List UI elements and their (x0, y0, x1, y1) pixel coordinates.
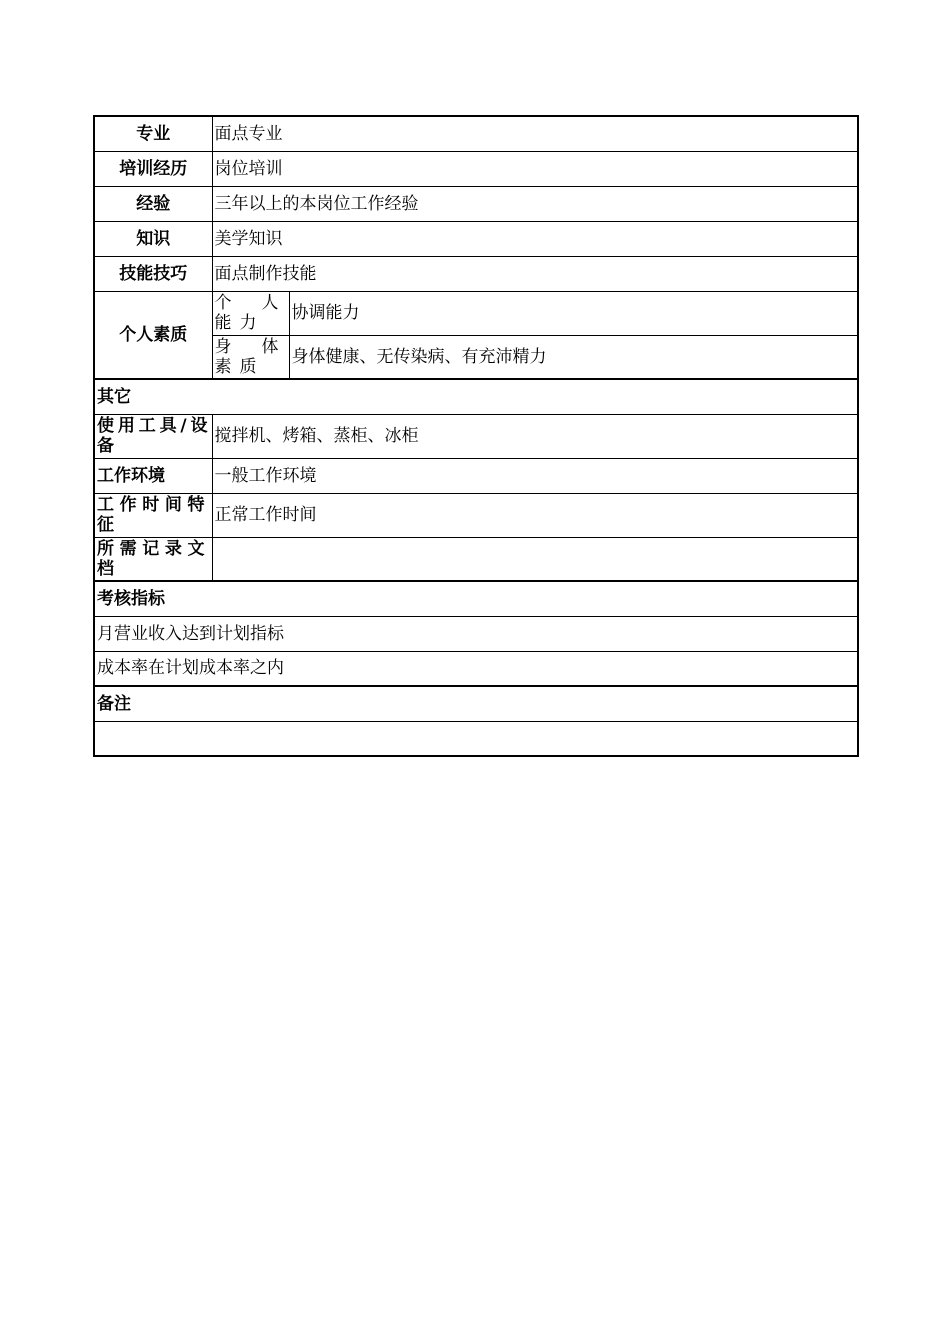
knowledge-row (94, 221, 858, 256)
other-section-row (94, 379, 858, 414)
worktime-value: 正常工作时间 (212, 493, 858, 537)
ability-value: 协调能力 (289, 291, 858, 335)
experience-label: 经验 (94, 186, 212, 221)
training-value: 岗位培训 (212, 151, 858, 186)
job-description-table (93, 115, 859, 757)
skills-label: 技能技巧 (94, 256, 212, 291)
tools-label: 使用工具/设备 (94, 414, 212, 458)
environment-value: 一般工作环境 (212, 458, 858, 493)
worktime-row (94, 493, 858, 537)
training-label: 培训经历 (94, 151, 212, 186)
major-value: 面点专业 (212, 116, 858, 151)
records-row (94, 537, 858, 581)
experience-row (94, 186, 858, 221)
remarks-section-row (94, 686, 858, 721)
environment-label: 工作环境 (94, 458, 212, 493)
other-section-title: 其它 (94, 379, 858, 414)
assessment-item: 成本率在计划成本率之内 (94, 651, 858, 686)
assessment-section-row (94, 581, 858, 616)
major-label: 专业 (94, 116, 212, 151)
tools-row (94, 414, 858, 458)
qualities-label: 个人素质 (94, 291, 212, 379)
records-value (212, 537, 858, 581)
remarks-section-title: 备注 (94, 686, 858, 721)
experience-value: 三年以上的本岗位工作经验 (212, 186, 858, 221)
training-row (94, 151, 858, 186)
knowledge-value: 美学知识 (212, 221, 858, 256)
knowledge-label: 知识 (94, 221, 212, 256)
worktime-label: 工作时间特征 (94, 493, 212, 537)
skills-row (94, 256, 858, 291)
assessment-item-row (94, 616, 858, 651)
ability-label: 个人能力 (212, 291, 289, 335)
records-label: 所需记录文档 (94, 537, 212, 581)
environment-row (94, 458, 858, 493)
remarks-value (94, 721, 858, 756)
major-row (94, 116, 858, 151)
assessment-item-row (94, 651, 858, 686)
skills-value: 面点制作技能 (212, 256, 858, 291)
ability-row (94, 291, 858, 335)
tools-value: 搅拌机、烤箱、蒸柜、冰柜 (212, 414, 858, 458)
remarks-row (94, 721, 858, 756)
physical-value: 身体健康、无传染病、有充沛精力 (289, 335, 858, 379)
assessment-item: 月营业收入达到计划指标 (94, 616, 858, 651)
assessment-section-title: 考核指标 (94, 581, 858, 616)
physical-label: 身体素质 (212, 335, 289, 379)
